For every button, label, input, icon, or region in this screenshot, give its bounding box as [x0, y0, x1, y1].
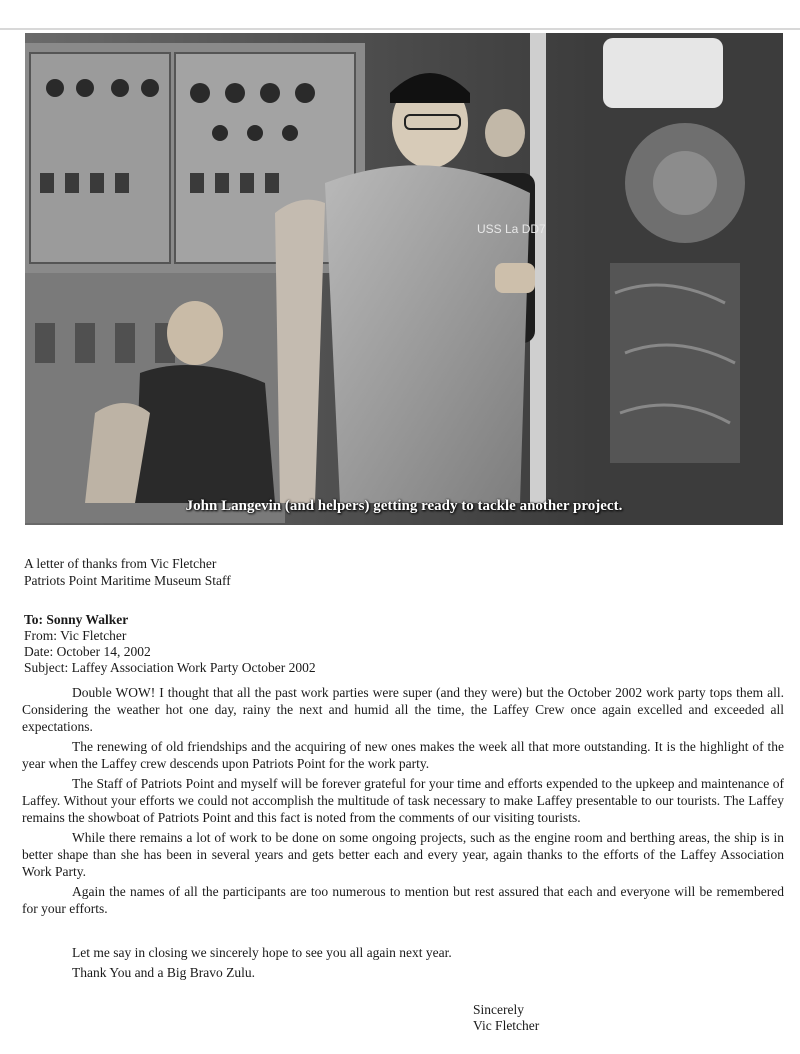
intro-line-2: Patriots Point Maritime Museum Staff — [24, 573, 231, 588]
memo-subject: Subject: Laffey Association Work Party October 2002 — [24, 660, 316, 675]
body-paragraph-2: The renewing of old friendships and the acquiring of new ones makes the week all that more outstanding. It is the highlight of the year when the Laffey crew descends upon Patriots Point for the work party. — [22, 739, 784, 771]
closing-line-2: Thank You and a Big Bravo Zulu. — [72, 965, 255, 980]
letter-intro — [24, 555, 231, 589]
engine-room-photo — [25, 33, 783, 525]
letter-closing — [72, 944, 452, 984]
body-paragraph-3: The Staff of Patriots Point and myself will be forever grateful for your time and efforts expended to the upkeep and maintenance of Laffey. Without your efforts we could not accomplish the multitude of task necessary to make Laffey presentable to our tourists. The Laffey remains the showboat of Patriots Point and this fact is noted from the comments of our visiting tourists. — [22, 776, 784, 825]
scan-line-divider — [0, 28, 800, 30]
closing-line-1: Let me say in closing we sincerely hope to see you all again next year. — [72, 945, 452, 960]
letter-body — [22, 684, 784, 920]
memo-to: To: Sonny Walker — [24, 612, 129, 627]
memo-from: From: Vic Fletcher — [24, 628, 127, 643]
shirt-print-text: USS La DD7 — [477, 222, 546, 236]
signature-name: Vic Fletcher — [473, 1018, 540, 1033]
signoff: Sincerely — [473, 1002, 524, 1017]
body-paragraph-5: Again the names of all the participants are too numerous to mention but rest assured that each and everyone will be remembered for your efforts. — [22, 884, 784, 916]
photo-illustration — [25, 33, 783, 525]
signature-block — [473, 1002, 539, 1034]
photo-caption: John Langevin (and helpers) getting ready to tackle another project. — [185, 498, 623, 514]
body-paragraph-4: While there remains a lot of work to be done on some ongoing projects, such as the engine room and berthing areas, the ship is in better shape than she has been in several years and gets better each and every year, again thanks to the efforts of the Laffey Association Work Party. — [22, 830, 784, 879]
memo-header — [24, 612, 316, 676]
body-paragraph-1: Double WOW! I thought that all the past work parties were super (and they were) but the October 2002 work party tops them all. Considering the weather hot one day, rainy the next and humid all the time, the Laffey Crew once again excelled and exceeded all expectations. — [22, 685, 784, 734]
intro-line-1: A letter of thanks from Vic Fletcher — [24, 556, 217, 571]
memo-date: Date: October 14, 2002 — [24, 644, 151, 659]
